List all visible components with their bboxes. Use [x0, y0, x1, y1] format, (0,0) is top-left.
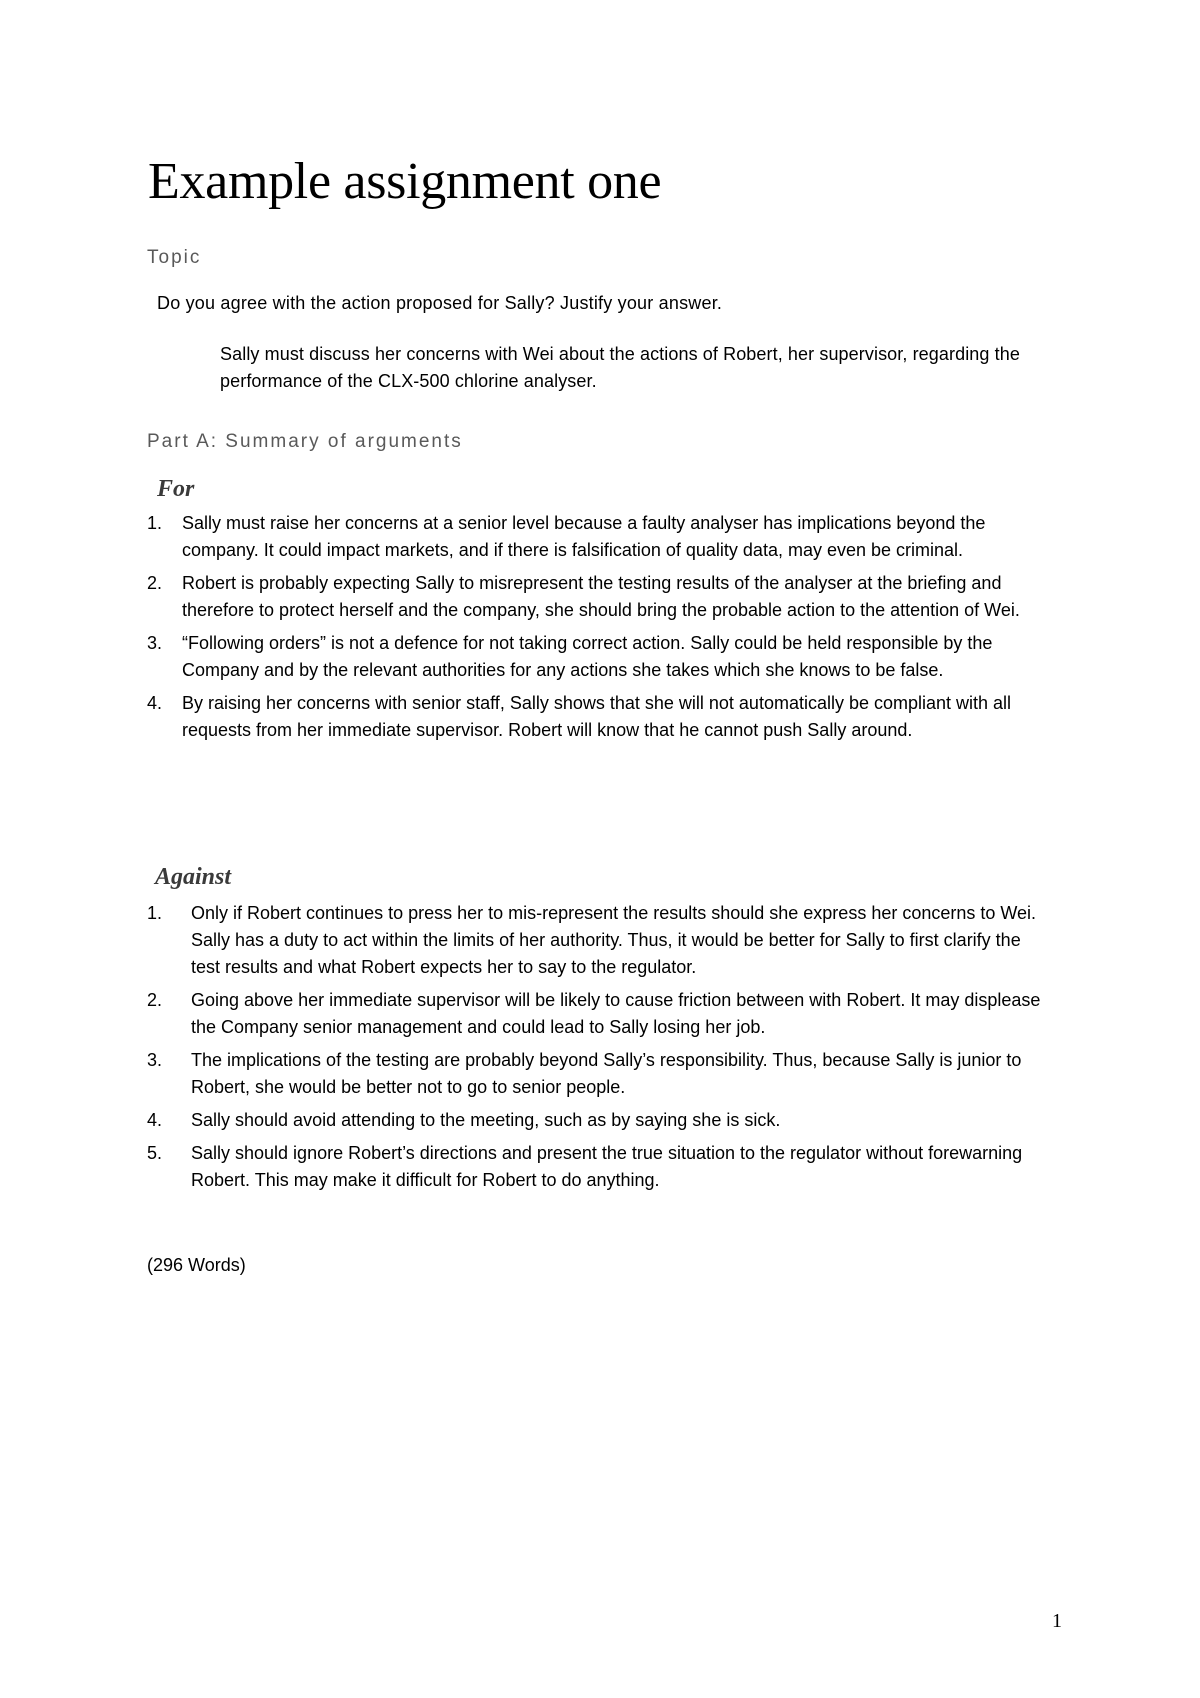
for-item — [147, 630, 1052, 684]
against-item — [147, 1140, 1051, 1194]
list-item-text: By raising her concerns with senior staff, Sally shows that she will not automatically be compliant with all requests from her immediate supervisor. Robert will know that he cannot push Sally around. — [182, 693, 1012, 740]
list-item-text: The implications of the testing are probably beyond Sally’s responsibility. Thus, because Sally is junior to Robert, she would be better not to go to senior people. — [191, 1050, 1022, 1097]
against-item — [147, 900, 1051, 981]
list-number: 2. — [147, 990, 163, 1010]
list-item-text: Sally must raise her concerns at a senior level because a faulty analyser has implications beyond the company. It could impact markets, and if there is falsification of quality data, may even be criminal. — [182, 513, 986, 560]
list-number: 5. — [147, 1143, 163, 1163]
list-number: 2. — [147, 573, 163, 593]
against-list — [147, 900, 1047, 1200]
topic-label: Topic — [147, 247, 202, 268]
word-count: (296 Words) — [147, 1255, 246, 1275]
list-number: 1. — [147, 513, 163, 533]
against-item — [147, 1107, 1051, 1134]
list-item-text: Only if Robert continues to press her to mis-represent the results should she express her concerns to Wei. Sally has a duty to act within the limits of her authority. Thus, it would be better for Sally to first clarify the test results and what Robert expects her to say to the regulator. — [191, 903, 1037, 977]
topic-question: Do you agree with the action proposed for Sally? Justify your answer. — [157, 293, 723, 313]
list-item-text: Sally should ignore Robert’s directions and present the true situation to the regulator without forewarning Robert. This may make it difficult for Robert to do anything. — [191, 1143, 1023, 1190]
for-item — [147, 510, 1052, 564]
list-number: 3. — [147, 1050, 163, 1070]
page-number: 1 — [1052, 1610, 1062, 1632]
for-item — [147, 570, 1052, 624]
part-a-label: Part A: Summary of arguments — [147, 431, 463, 452]
for-item — [147, 690, 1052, 744]
against-item — [147, 987, 1051, 1041]
list-number: 3. — [147, 633, 163, 653]
list-number: 4. — [147, 693, 163, 713]
against-item — [147, 1047, 1051, 1101]
list-item-text: Going above her immediate supervisor will be likely to cause friction between with Robert. It may displease the Company senior management and could lead to Sally losing her job. — [191, 990, 1041, 1037]
against-heading: Against — [155, 864, 232, 890]
list-number: 1. — [147, 903, 163, 923]
for-list — [147, 510, 1047, 750]
list-number: 4. — [147, 1110, 163, 1130]
list-item-text: “Following orders” is not a defence for not taking correct action. Sally could be held responsible by the Company and by the relevant authorities for any actions she takes which she knows to be false. — [182, 633, 993, 680]
page-title: Example assignment one — [148, 153, 662, 210]
topic-statement: Sally must discuss her concerns with Wei about the actions of Robert, her supervisor, regarding the performance of the CLX-500 chlorine analyser. — [220, 344, 1020, 391]
list-item-text: Sally should avoid attending to the meeting, such as by saying she is sick. — [191, 1110, 781, 1130]
list-item-text: Robert is probably expecting Sally to misrepresent the testing results of the analyser at the briefing and therefore to protect herself and the company, she should bring the probable action to the attention of Wei. — [182, 573, 1020, 620]
for-heading: For — [157, 476, 195, 502]
